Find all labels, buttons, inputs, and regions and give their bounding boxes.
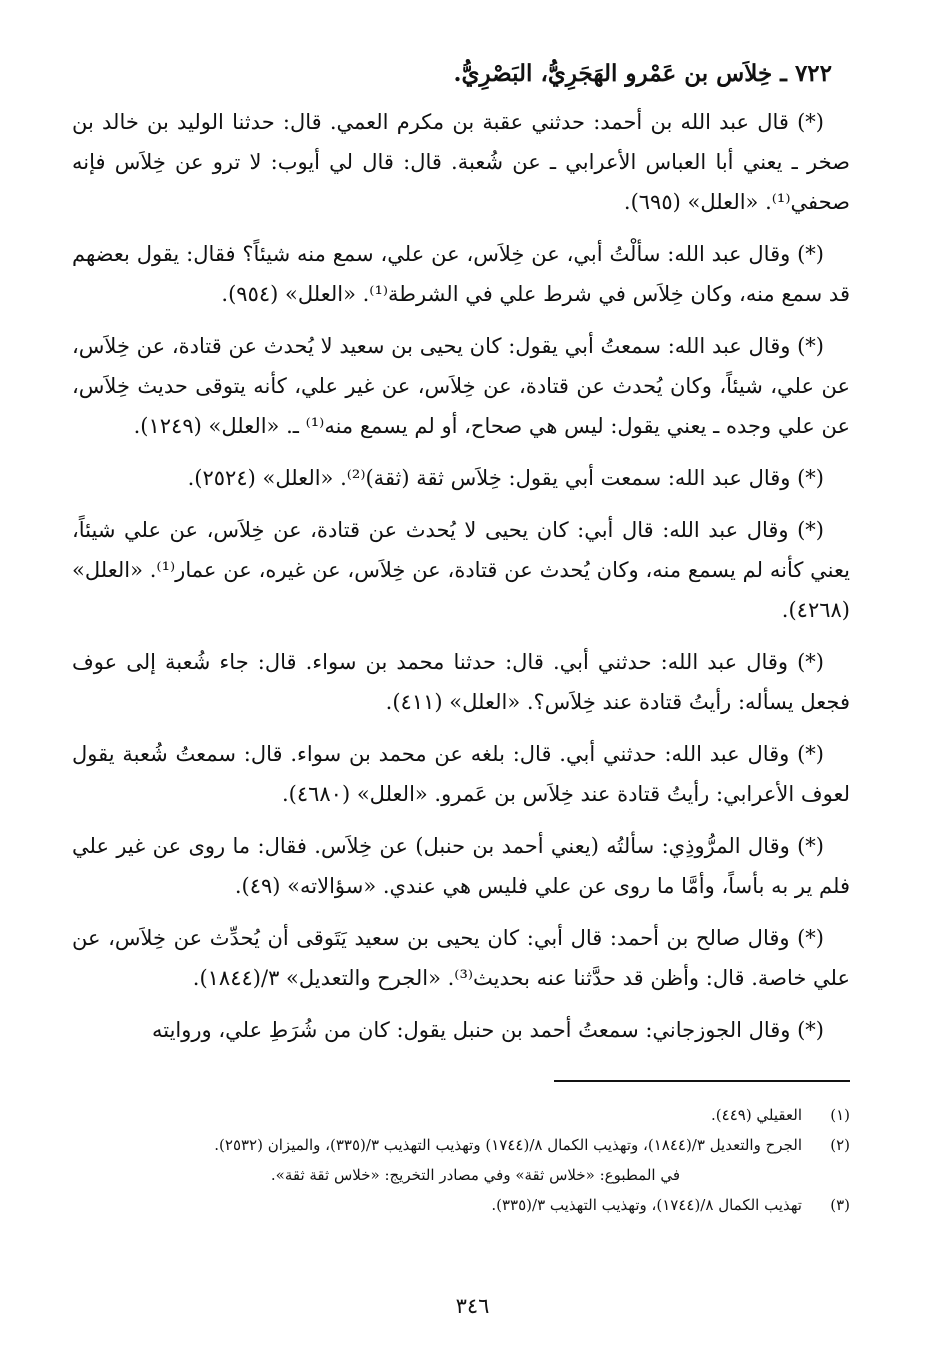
footnote xyxy=(72,1100,850,1130)
footnote-separator xyxy=(554,1080,850,1082)
narration-paragraph: (*) وقال عبد الله: سألْتُ أبي، عن خِلاَس، عن علي، سمع منه شيئاً؟ فقال: يقول بعضهم قد سمع منه، وكان خِلاَس في شرط علي في الشرطة⁽¹⁾. «العلل» (٩٥٤). xyxy=(72,242,850,306)
narration-paragraph: (*) وقال عبد الله: قال أبي: كان يحيى لا يُحدث عن قتادة، عن خِلاَس، عن علي شيئاً، يعني كأنه لم يسمع منه، وكان يُحدث عن قتادة، عن خِلاَس، عن غيره، عن عمار⁽¹⁾. «العلل» (٤٢٦٨). xyxy=(72,518,850,622)
narration-paragraph: (*) وقال المرُّوذِي: سألتُه (يعني أحمد بن حنبل) عن خِلاَس. فقال: ما روى عن غير علي فلم ير به بأساً، وأمَّا ما روى عن علي فليس هي عندي. «سؤالاته» (٤٩). xyxy=(72,834,850,898)
footnotes xyxy=(72,1100,850,1220)
footnote-text: الجرح والتعديل ٣/(١٨٤٤)، وتهذيب الكمال ٨/(١٧٤٤) وتهذيب التهذيب ٣/(٣٣٥)، والميزان (٢٥٣٢). xyxy=(214,1136,802,1154)
narration-paragraph: (*) وقال صالح بن أحمد: قال أبي: كان يحيى بن سعيد يَتَوقى أن يُحدِّث عن خِلاَس، عن علي خاصة. قال: وأظن قد حدَّثنا عنه بحديث⁽³⁾. «الجرح والتعديل» ٣/(١٨٤٤). xyxy=(72,926,850,990)
narration-paragraph: (*) وقال عبد الله: سمعت أبي يقول: خِلاَس ثقة (ثقة)⁽²⁾. «العلل» (٢٥٢٤). xyxy=(187,466,824,490)
narration-paragraph: (*) وقال عبد الله: حدثني أبي. قال: حدثنا محمد بن سواء. قال: جاء شُعبة إلى عوف فجعل يسأله: رأيتُ قتادة عند خِلاَس؟. «العلل» (٤١١). xyxy=(72,650,850,714)
footnote-number: (١) xyxy=(830,1106,850,1124)
footnote-number: (٣) xyxy=(830,1196,850,1214)
footnote-note xyxy=(72,1160,850,1190)
footnote-number: (٢) xyxy=(830,1136,850,1154)
page-number: ٣٤٦ xyxy=(455,1294,490,1318)
narration-paragraph: (*) وقال عبد الله: حدثني أبي. قال: بلغه عن محمد بن سواء. قال: سمعتُ شُعبة يقول لعوف الأعرابي: رأيتُ قتادة عند خِلاَس بن عَمرو. «العلل» (٤٦٨٠). xyxy=(72,742,850,806)
footnote xyxy=(72,1190,850,1220)
narration-paragraph: (*) وقال الجوزجاني: سمعتُ أحمد بن حنبل يقول: كان من شُرَطِ علي، وروايته xyxy=(151,1018,824,1042)
footnote-text: في المطبوع: «خلاس ثقة» وفي مصادر التخريج: «خلاس ثقة ثقة». xyxy=(270,1166,680,1184)
narration-paragraph: (*) قال عبد الله بن أحمد: حدثني عقبة بن مكرم العمي. قال: حدثنا الوليد بن خالد بن صخر ـ يعني أبا العباس الأعرابي ـ عن شُعبة. قال: قال لي أيوب: لا ترو عن خِلاَس فإنه صحفي⁽¹⁾. «العلل» (٦٩٥). xyxy=(72,110,850,214)
narration-paragraph: (*) وقال عبد الله: سمعتُ أبي يقول: كان يحيى بن سعيد لا يُحدث عن قتادة، عن خِلاَس، عن علي، شيئاً، وكان يُحدث عن قتادة، عن خِلاَس، عن غير علي، كأنه يتوقى حديث خِلاَس، عن علي وجده ـ يعني يقول: ليس هي صحاح، أو لم يسمع منه⁽¹⁾ ـ. «العلل» (١٢٤٩). xyxy=(72,334,850,438)
footnote-text: العقيلي (٤٤٩). xyxy=(711,1106,802,1124)
footnote xyxy=(72,1130,850,1160)
entry-body xyxy=(72,102,850,1050)
footnote-text: تهذيب الكمال ٨/(١٧٤٤)، وتهذيب التهذيب ٣/(٣٣٥). xyxy=(491,1196,802,1214)
entry-title: ٧٢٢ ـ خِلاَس بن عَمْرو الهَجَرِيُّ، البَصْرِيُّ. xyxy=(453,60,832,87)
